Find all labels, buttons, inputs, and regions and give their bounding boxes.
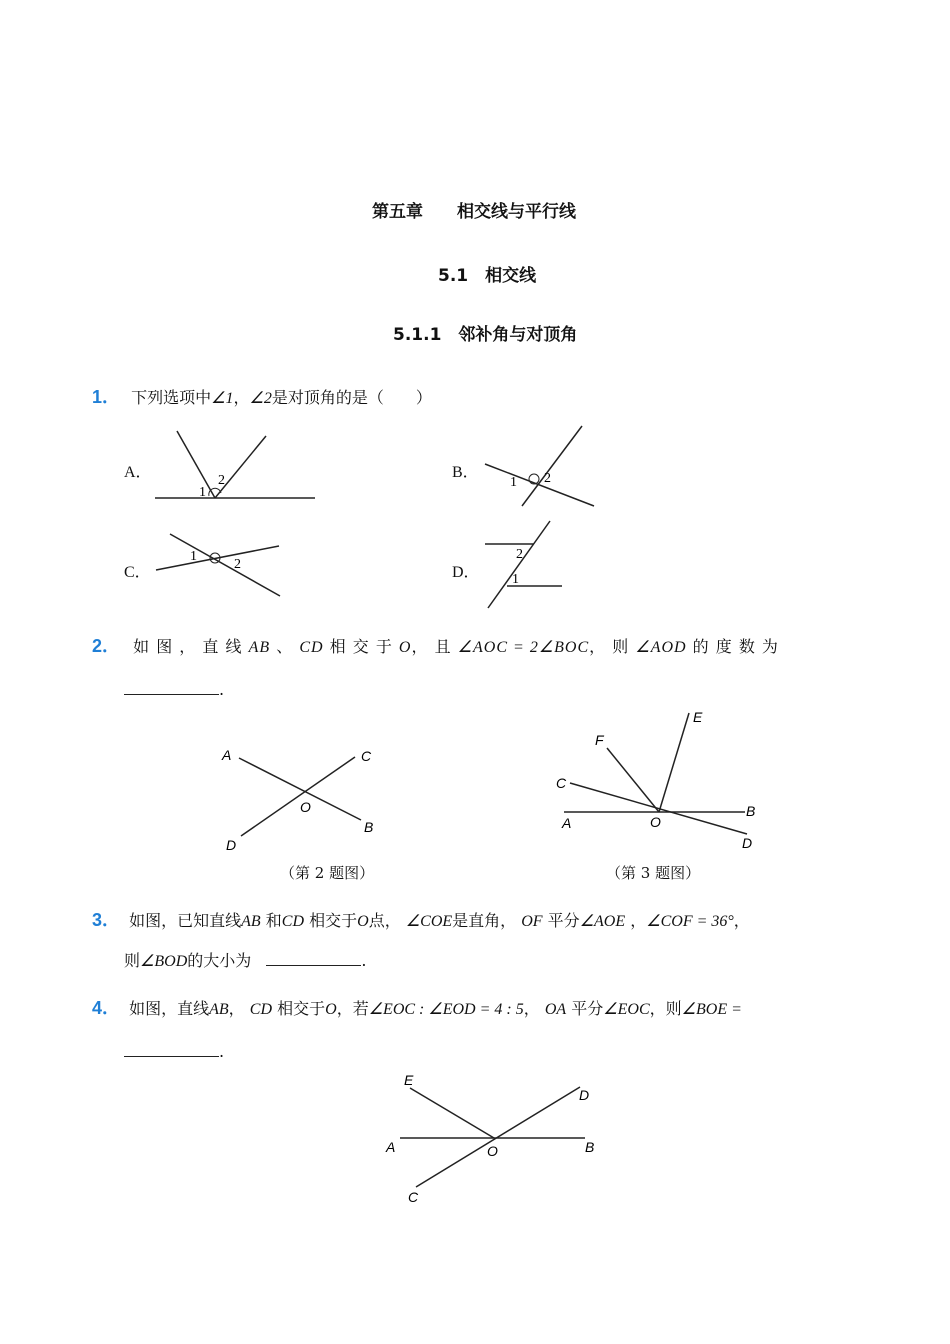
label-1: 1	[190, 549, 197, 564]
answer-blank[interactable]	[266, 949, 361, 966]
q3-coe: ∠COE	[405, 913, 453, 930]
option-d-figure	[482, 518, 567, 613]
q3-text-8: ，	[733, 911, 750, 930]
q3-cd: CD	[281, 913, 305, 930]
option-a-label: A．	[124, 464, 152, 481]
q4-ab: AB	[209, 1001, 229, 1018]
section-title: 5.1 相交线	[438, 266, 537, 286]
q2-text-3: 相 交 于	[329, 637, 393, 656]
q2-answer-line	[124, 678, 224, 699]
angle-1: ∠1	[211, 390, 234, 407]
question-number: 3．	[92, 910, 121, 930]
q3-text-3: 相交于	[309, 911, 358, 930]
label-2: 2	[234, 557, 241, 572]
line-cd	[416, 1087, 580, 1187]
q4-text-2: ，	[228, 999, 245, 1018]
transversal	[488, 521, 550, 608]
ray-oe	[659, 713, 689, 812]
angle-2: ∠2	[249, 390, 272, 407]
chapter-title: 第五章 相交线与平行线	[372, 202, 576, 222]
q2-cd: CD	[299, 639, 324, 656]
q4-o: O	[325, 1001, 337, 1018]
figure-4	[380, 1070, 605, 1210]
q3-ab: AB	[241, 913, 261, 930]
q3-end: .	[361, 951, 367, 970]
question-text	[131, 388, 432, 407]
label-b: B	[364, 819, 374, 835]
q1-text-a: 下列选项中	[131, 388, 212, 407]
q3-of: OF	[521, 913, 543, 930]
q3-size-text: 的大小为	[187, 951, 252, 970]
q3-cof: ∠COF = 36°	[646, 913, 734, 930]
q3-text-6: 平分	[547, 911, 580, 930]
ray-of	[607, 748, 659, 812]
line-1	[485, 464, 594, 506]
q2-text-2: 、	[276, 637, 294, 656]
question-4	[92, 994, 742, 1020]
label-c: C	[556, 775, 567, 791]
label-b: B	[746, 803, 756, 819]
figure-2	[215, 740, 385, 858]
option-c-figure	[150, 526, 290, 601]
option-b-figure	[480, 420, 600, 510]
q3-text-2: 和	[265, 911, 282, 930]
q3-text-7: ，	[630, 911, 647, 930]
line-2	[522, 426, 582, 506]
label-f: F	[595, 732, 604, 748]
q4-text-3: 相交于	[277, 999, 326, 1018]
q4-text-4: ，若	[336, 999, 369, 1018]
q3-then: 则	[124, 951, 141, 970]
label-d: D	[226, 837, 237, 853]
q2-text-1: 如 图 ， 直 线	[133, 637, 243, 656]
q4-answer-line	[124, 1040, 224, 1061]
q2-text-5: ， 则	[589, 637, 630, 656]
ray-left	[177, 431, 215, 498]
line-cd	[241, 757, 355, 836]
q2-equation: ∠AOC = 2∠BOC	[457, 639, 590, 656]
subsection-title: 5.1.1 邻补角与对顶角	[393, 325, 578, 345]
q2-text-6: 的 度 数 为	[692, 637, 779, 656]
label-o: O	[487, 1143, 498, 1159]
q4-eoc: ∠EOC	[603, 1001, 650, 1018]
question-number: 1．	[92, 387, 121, 407]
q4-end: .	[219, 1042, 225, 1061]
label-a: A	[222, 747, 232, 763]
q1-sep: ，	[233, 388, 250, 407]
question-2	[92, 632, 779, 658]
label-o: O	[650, 814, 661, 830]
q2-aod: ∠AOD	[635, 639, 687, 656]
q4-ratio: ∠EOC : ∠EOD = 4 : 5	[368, 1001, 524, 1018]
option-d-label: D．	[452, 564, 480, 581]
label-d: D	[742, 835, 753, 851]
question-number: 2．	[92, 636, 121, 656]
q3-line-2	[124, 948, 366, 971]
label-c: C	[408, 1189, 419, 1205]
q2-end: .	[219, 680, 225, 699]
label-e: E	[404, 1072, 414, 1088]
option-a-figure	[150, 426, 325, 506]
label-c: C	[361, 748, 372, 764]
label-2: 2	[544, 471, 551, 486]
figure-3	[552, 703, 767, 858]
q4-text-7: ，则	[649, 999, 682, 1018]
question-1	[92, 383, 432, 409]
q4-text-6: 平分	[571, 999, 604, 1018]
label-b: B	[585, 1139, 595, 1155]
line-1	[156, 546, 279, 570]
label-1: 1	[199, 485, 206, 500]
figure-3-caption: （第 3 题图）	[606, 864, 701, 882]
question-number: 4．	[92, 998, 121, 1018]
line-2	[170, 534, 280, 596]
figure-2-caption: （第 2 题图）	[280, 864, 375, 882]
label-d: D	[579, 1087, 590, 1103]
label-1: 1	[510, 475, 517, 490]
q3-o: O	[357, 913, 369, 930]
option-c-label: C．	[124, 564, 151, 581]
answer-blank[interactable]	[124, 678, 219, 695]
q4-text-5: ，	[523, 999, 540, 1018]
q4-cd: CD	[249, 1001, 273, 1018]
q2-o: O	[398, 639, 412, 656]
q4-text-1: 如图，直线	[129, 999, 210, 1018]
label-o: O	[300, 799, 311, 815]
label-2: 2	[218, 473, 225, 488]
ray-right	[215, 436, 266, 498]
label-1: 1	[512, 572, 519, 587]
q3-text-4: 点，	[368, 911, 401, 930]
answer-blank[interactable]	[124, 1040, 219, 1057]
q3-text-5: 是直角，	[452, 911, 517, 930]
q2-ab: AB	[248, 639, 271, 656]
ray-oe	[410, 1088, 494, 1138]
q4-oa: OA	[544, 1001, 567, 1018]
q2-text-4: ， 且	[411, 637, 452, 656]
label-2: 2	[516, 547, 523, 562]
q3-bod: ∠BOD	[140, 953, 188, 970]
q3-text-1: 如图，已知直线	[129, 911, 242, 930]
q4-boe: ∠BOE =	[681, 1001, 742, 1018]
q1-text-b: 是对顶角的是（ ）	[271, 388, 432, 407]
label-a: A	[386, 1139, 396, 1155]
q3-aoe: ∠AOE	[579, 913, 626, 930]
option-b-label: B．	[452, 464, 479, 481]
label-e: E	[693, 709, 703, 725]
label-a: A	[562, 815, 572, 831]
question-3	[92, 906, 750, 932]
